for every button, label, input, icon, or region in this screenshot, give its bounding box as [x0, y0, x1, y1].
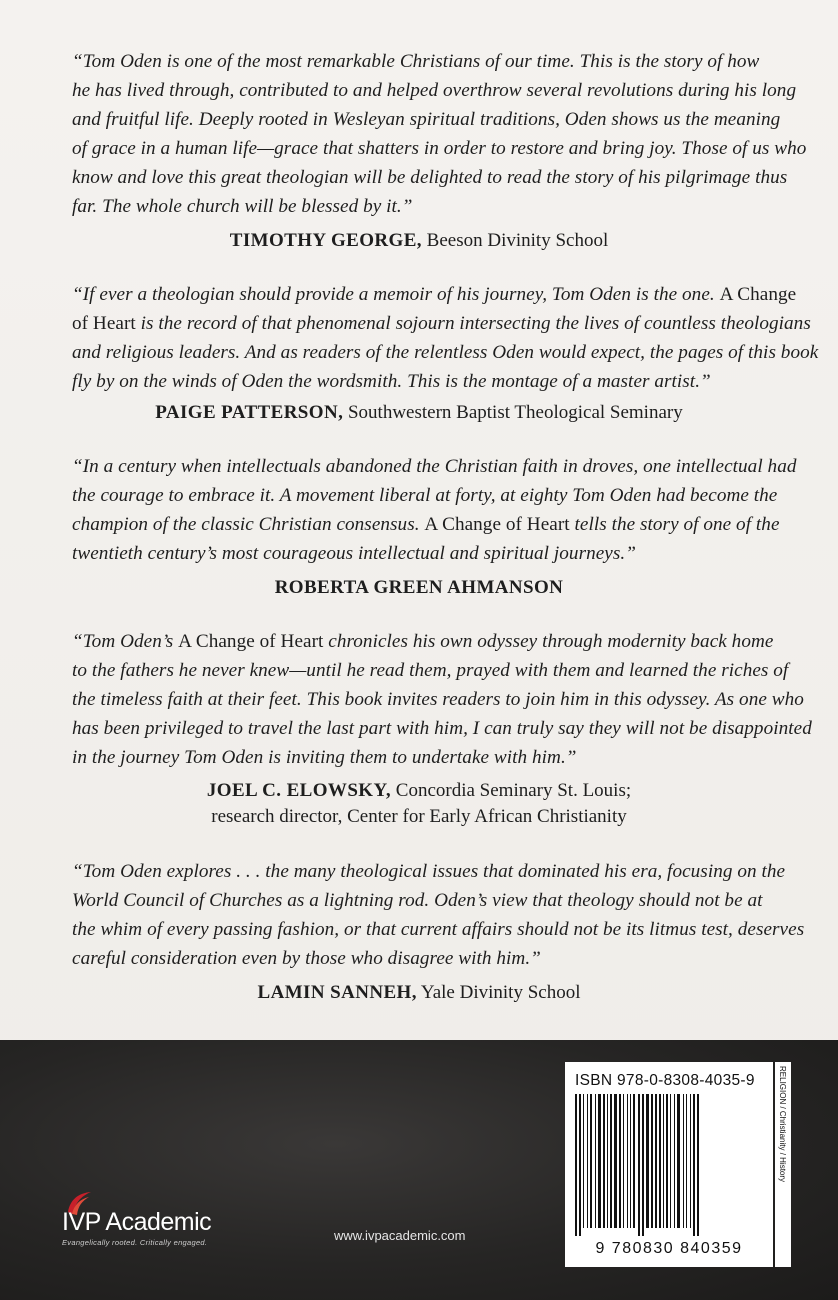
quote-text: in the journey Tom Oden is inviting them to undertake with him.” [72, 747, 577, 768]
endorser-affiliation: Southwestern Baptist Theological Seminary [347, 402, 683, 423]
publisher-url: www.ivpacademic.com [334, 1228, 466, 1243]
quote-text: and fruitful life. Deeply rooted in Wesleyan spiritual traditions, Oden shows us the meaning [72, 109, 781, 130]
barcode-bar [677, 1094, 680, 1228]
endorsement-line [72, 481, 782, 510]
endorsement-line [72, 944, 782, 973]
endorsement-line [72, 47, 782, 76]
quote-text: fly by on the winds of Oden the wordsmith. This is the montage of a master artist.” [72, 371, 711, 392]
endorsement-quote [72, 627, 812, 772]
barcode-bar [674, 1094, 675, 1228]
quote-text: “Tom Oden explores . . . the many theological issues that dominated his era, focusing on the [72, 861, 786, 882]
publisher-logo-text: IVP Academic [62, 1208, 212, 1236]
endorsement-quote [72, 280, 819, 396]
barcode-bar [619, 1094, 621, 1228]
endorsement-line [72, 685, 804, 714]
quote-text: “If ever a theologian should provide a memoir of his journey, Tom Oden is the one. [72, 284, 720, 305]
endorsement-line [72, 367, 782, 396]
endorsement-line [72, 163, 788, 192]
quote-text: World Council of Churches as a lightning rod. Oden’s view that theology should not be at [72, 890, 763, 911]
quote-text: “Tom Oden is one of the most remarkable Christians of our time. This is the story of how [72, 51, 760, 72]
endorser-affiliation: Yale Divinity School [420, 982, 581, 1003]
endorsement-attribution [0, 400, 838, 426]
quote-text: twentieth century’s most courageous intellectual and spiritual journeys.” [72, 543, 636, 564]
quote-text: has been privileged to travel the last part with him, I can truly say they will not be disappointed [72, 718, 812, 739]
barcode-bar [595, 1094, 596, 1228]
book-title-text: A Change of Heart [178, 631, 324, 652]
endorsement-line [72, 656, 789, 685]
quote-text: tells the story of one of the [569, 514, 780, 535]
quote-text: of grace in a human life—grace that shatters in order to restore and bring joy. Those of us who [72, 138, 807, 159]
endorser-affiliation: Concordia Seminary St. Louis; [395, 780, 632, 801]
barcode-digits: 9 780830 840359 [595, 1240, 743, 1257]
endorsement-line [72, 452, 797, 481]
publisher-tagline: Evangelically rooted. Critically engaged. [62, 1238, 208, 1247]
barcode-bar [646, 1094, 649, 1228]
endorser-name: JOEL C. ELOWSKY, [206, 780, 392, 801]
endorsement-line [72, 510, 782, 539]
barcode-bar [670, 1094, 671, 1228]
endorser-name: ROBERTA GREEN AHMANSON [274, 577, 564, 598]
barcode-bar [623, 1094, 624, 1228]
barcode-bar [651, 1094, 653, 1228]
endorsement-attribution [0, 228, 838, 254]
barcode-bar [659, 1094, 661, 1228]
quote-text: know and love this great theologian will be delighted to read the story of his pilgrimage thus [72, 167, 788, 188]
barcode-bar [690, 1094, 691, 1228]
barcode-bar [666, 1094, 668, 1228]
endorsement-quote [72, 857, 805, 973]
quote-text: chronicles his own odyssey through modernity back home [323, 631, 774, 652]
barcode-bar [607, 1094, 608, 1228]
barcode-bar [693, 1094, 695, 1236]
endorsement-line [72, 714, 812, 743]
endorsement-line [72, 280, 797, 309]
barcode-bar [627, 1094, 628, 1228]
endorser-name: PAIGE PATTERSON, [155, 402, 344, 423]
book-title-text: A Change [719, 284, 797, 305]
endorsement-line [72, 309, 811, 338]
endorsement-attribution [0, 778, 838, 830]
endorser-affiliation-line2: research director, Center for Early African Christianity [211, 806, 627, 827]
endorsement-line [72, 338, 819, 367]
endorsement-line [72, 743, 782, 772]
endorsement-line [72, 627, 782, 656]
isbn-label: ISBN 978-0-8308-4035-9 [575, 1072, 755, 1089]
quote-text: the timeless faith at their feet. This book invites readers to join him in this odyssey. As one who [72, 689, 804, 710]
barcode-bar [590, 1094, 592, 1228]
endorser-name: LAMIN SANNEH, [257, 982, 417, 1003]
endorsement-line [72, 134, 807, 163]
barcode-bar [655, 1094, 657, 1228]
subject-label [775, 1062, 791, 1267]
endorsement-quote [72, 47, 807, 221]
quote-text: champion of the classic Christian consensus. [72, 514, 425, 535]
endorsement-line [72, 76, 797, 105]
barcode-bar [663, 1094, 664, 1228]
barcode-bar [630, 1094, 631, 1228]
barcode-bar [638, 1094, 640, 1236]
quote-text: far. The whole church will be blessed by it.” [72, 196, 413, 217]
book-title-text: A Change of Heart [424, 514, 570, 535]
endorsement-line [72, 857, 786, 886]
endorsement-attribution [0, 575, 838, 601]
quote-text: “In a century when intellectuals abandoned the Christian faith in droves, one intellectual had [72, 456, 797, 477]
barcode-bar [583, 1094, 584, 1228]
barcode-bar [579, 1094, 581, 1236]
barcode-bar [598, 1094, 601, 1228]
barcode-bars [573, 1094, 765, 1236]
endorsement-line [72, 192, 782, 221]
endorsement-line [72, 539, 782, 568]
barcode-panel [565, 1062, 773, 1267]
subject-text: RELIGION / Christianity / History [778, 1066, 787, 1183]
quote-text: he has lived through, contributed to and helped overthrow several revolutions during his long [72, 80, 797, 101]
quote-text: the whim of every passing fashion, or that current affairs should not be its litmus test, deserves [72, 919, 805, 940]
endorser-name: TIMOTHY GEORGE, [229, 230, 422, 251]
book-title-text: of Heart [72, 313, 136, 334]
endorsement-attribution [0, 980, 838, 1006]
barcode-bar [603, 1094, 605, 1228]
endorsement-quote [72, 452, 797, 568]
quote-text: is the record of that phenomenal sojourn intersecting the lives of countless theologians [135, 313, 811, 334]
barcode-bar [683, 1094, 684, 1228]
endorsement-line [72, 886, 782, 915]
barcode-bar [686, 1094, 687, 1228]
barcode-bar [642, 1094, 644, 1236]
quote-text: careful consideration even by those who disagree with him.” [72, 948, 541, 969]
quote-text: to the fathers he never knew—until he read them, prayed with them and learned the riches of [72, 660, 789, 681]
barcode-bar [575, 1094, 577, 1236]
barcode-bar [587, 1094, 588, 1228]
barcode-bar [614, 1094, 617, 1228]
publisher-logo [62, 1190, 262, 1250]
endorser-affiliation: Beeson Divinity School [426, 230, 609, 251]
endorsement-line [72, 915, 805, 944]
quote-text: and religious leaders. And as readers of the relentless Oden would expect, the pages of this book [72, 342, 819, 363]
endorsement-line [72, 105, 782, 134]
barcode-bar [633, 1094, 635, 1228]
barcode-bar [610, 1094, 612, 1228]
quote-text: the courage to embrace it. A movement liberal at forty, at eighty Tom Oden had become the [72, 485, 778, 506]
quote-text: “Tom Oden’s [72, 631, 179, 652]
barcode-bar [697, 1094, 699, 1236]
